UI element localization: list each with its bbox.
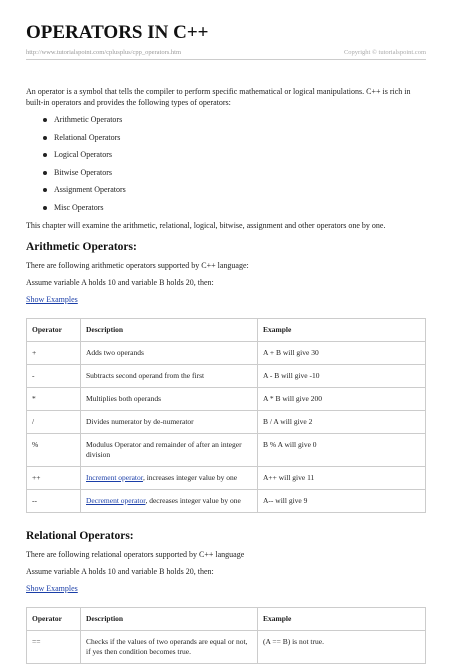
operator-type-item: Assignment Operators <box>54 185 426 195</box>
example-cell: A-- will give 9 <box>258 490 426 513</box>
example-cell: A - B will give -10 <box>258 365 426 388</box>
table-row <box>27 434 426 467</box>
table-row <box>27 631 426 664</box>
arithmetic-heading: Arithmetic Operators: <box>26 241 137 253</box>
example-cell: A++ will give 11 <box>258 467 426 490</box>
operator-type-item: Relational Operators <box>54 133 426 143</box>
operator-cell: * <box>27 388 81 411</box>
arithmetic-supported: There are following arithmetic operators supported by C++ language: <box>26 261 249 270</box>
copyright: Copyright © tutorialspoint.com <box>343 49 426 56</box>
arithmetic-assume: Assume variable A holds 10 and variable B holds 20, then: <box>26 278 214 287</box>
table-row <box>27 342 426 365</box>
table-header-row <box>27 608 426 631</box>
description-cell <box>81 388 258 411</box>
relational-assume: Assume variable A holds 10 and variable B holds 20, then: <box>26 567 214 576</box>
page-title: OPERATORS IN C++ <box>26 22 209 43</box>
description-cell <box>81 467 258 490</box>
example-cell: A * B will give 200 <box>258 388 426 411</box>
intro-paragraph: An operator is a symbol that tells the compiler to perform specific mathematical or logical manipulations. C++ is rich in built-in operators and provides the following types of operators: <box>26 87 411 107</box>
table-header-row <box>27 319 426 342</box>
table-row <box>27 411 426 434</box>
operator-cell: ++ <box>27 467 81 490</box>
description-text: Subtracts second operand from the first <box>86 371 205 380</box>
operator-cell: / <box>27 411 81 434</box>
operator-cell: + <box>27 342 81 365</box>
operator-type-item: Logical Operators <box>54 150 426 160</box>
description-text: , decreases integer value by one <box>145 496 241 505</box>
column-header: Operator <box>27 319 81 342</box>
operator-type-item: Misc Operators <box>54 203 426 213</box>
chapter-note: This chapter will examine the arithmetic, relational, logical, bitwise, assignment and other operators one by one. <box>26 221 386 230</box>
description-text: Checks if the values of two operands are equal or not, if yes then condition becomes true. <box>86 637 248 656</box>
table-row <box>27 388 426 411</box>
example-cell: A + B will give 30 <box>258 342 426 365</box>
operator-cell: - <box>27 365 81 388</box>
relational-operators-table <box>26 607 426 664</box>
table-row <box>27 490 426 513</box>
description-text: Adds two operands <box>86 348 144 357</box>
table-row <box>27 467 426 490</box>
operator-cell: == <box>27 631 81 664</box>
column-header: Description <box>81 319 258 342</box>
description-text: Divides numerator by de-numerator <box>86 417 194 426</box>
column-header: Example <box>258 608 426 631</box>
operator-link[interactable]: Increment operator <box>86 473 143 482</box>
operator-type-item: Arithmetic Operators <box>54 115 426 125</box>
example-cell: B % A will give 0 <box>258 434 426 467</box>
arithmetic-show-examples-link[interactable]: Show Examples <box>26 295 78 304</box>
operator-cell: -- <box>27 490 81 513</box>
example-cell: (A == B) is not true. <box>258 631 426 664</box>
description-cell <box>81 411 258 434</box>
operator-link[interactable]: Decrement operator <box>86 496 146 505</box>
operator-type-item: Bitwise Operators <box>54 168 426 178</box>
description-cell <box>81 631 258 664</box>
page-meta <box>26 49 426 60</box>
description-cell <box>81 434 258 467</box>
relational-show-examples-link[interactable]: Show Examples <box>26 584 78 593</box>
description-cell <box>81 365 258 388</box>
description-text: Modulus Operator and remainder of after an integer division <box>86 440 242 459</box>
description-text: Multiplies both operands <box>86 394 161 403</box>
column-header: Description <box>81 608 258 631</box>
description-cell <box>81 342 258 365</box>
document-page <box>26 22 426 664</box>
arithmetic-operators-table <box>26 318 426 513</box>
source-url: http://www.tutorialspoint.com/cplusplus/cpp_operators.htm <box>26 49 182 56</box>
column-header: Operator <box>27 608 81 631</box>
relational-heading: Relational Operators: <box>26 530 134 542</box>
operator-types-list <box>26 115 426 213</box>
relational-supported: There are following relational operators supported by C++ language <box>26 550 245 559</box>
example-cell: B / A will give 2 <box>258 411 426 434</box>
column-header: Example <box>258 319 426 342</box>
description-cell <box>81 490 258 513</box>
operator-cell: % <box>27 434 81 467</box>
table-row <box>27 365 426 388</box>
description-text: , increases integer value by one <box>142 473 238 482</box>
